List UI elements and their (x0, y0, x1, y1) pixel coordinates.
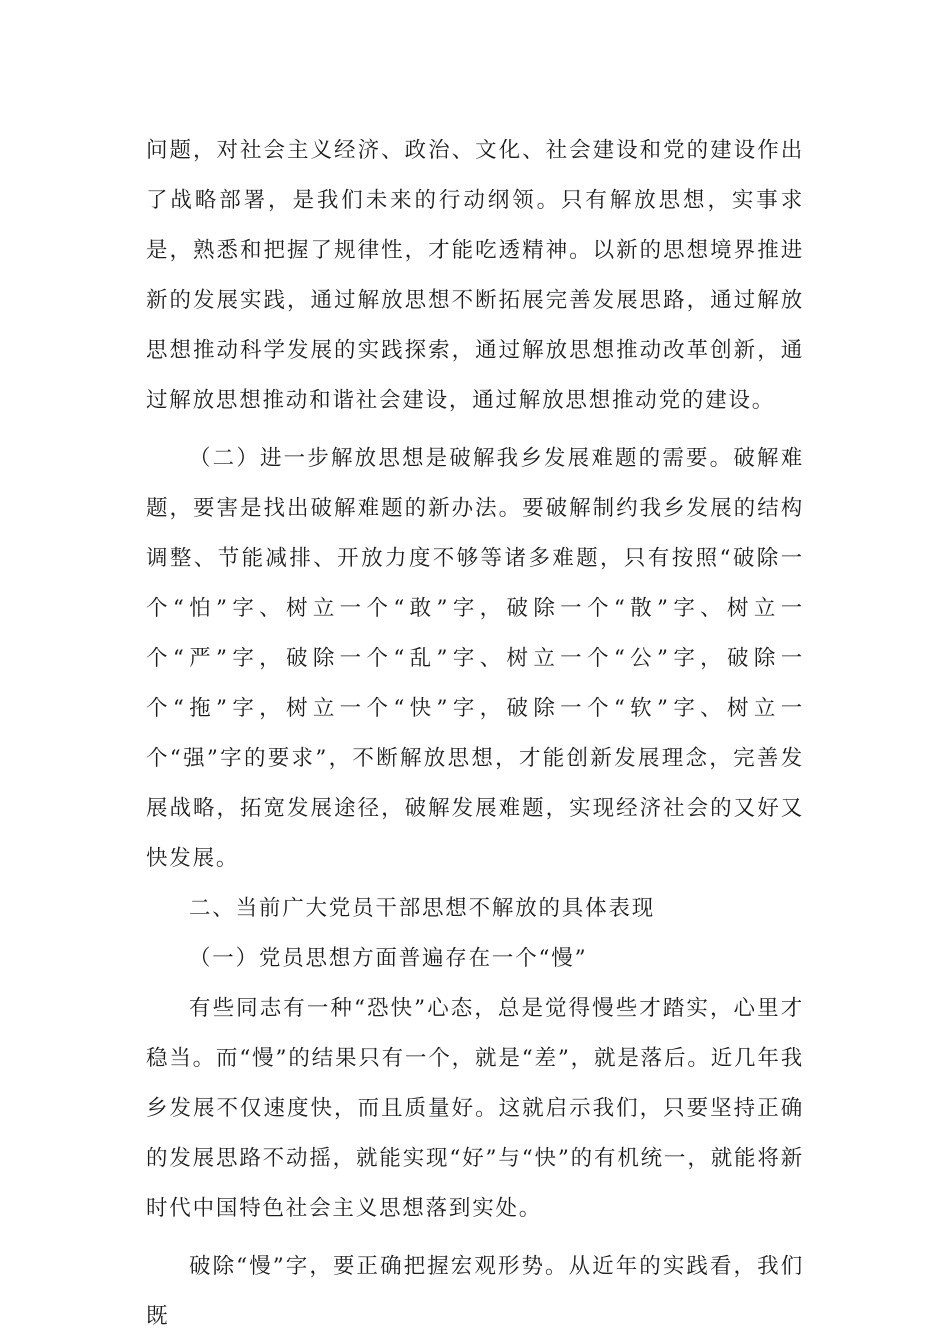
section-heading: 二、当前广大党员干部思想不解放的具体表现 (189, 896, 656, 921)
paragraph-body: 有些同志有一种“恐快”心态，总是觉得慢些才踏实，心里才稳当。而“慢”的结果只有一个，就是“差”，就是落后。近几年我乡发展不仅速度快，而且质量好。这就启示我们，只要坚持正确的发展思路不动摇，就能实现“好”与“快”的有机统一，就能将新时代中国特色社会主义思想落到实处。 (146, 996, 804, 1221)
paragraph-body-cont: 破除“慢”字，要正确把握宏观形势。从近年的实践看，我们既 (146, 1254, 804, 1329)
paragraph-section-two-item: （二）进一步解放思想是破解我乡发展难题的需要。破解难题，要害是找出破解难题的新办法。要破解制约我乡发展的结构调整、节能减排、开放力度不够等诸多难题，只有按照“破除一个“怕”字、树立一个“敢”字，破除一个“散”字、树立一个“严”字，破除一个“乱”字、树立一个“公”字，破除一个“拖”字，树立一个“快”字，破除一个“软”字、树立一个“强”字的要求”，不断解放思想，才能创新发展理念，完善发展战略，拓宽发展途径，破解发展难题，实现经济社会的又好又快发展。 (146, 446, 804, 871)
paragraph-continuation: 问题，对社会主义经济、政治、文化、社会建设和党的建设作出了战略部署，是我们未来的行动纲领。只有解放思想，实事求是，熟悉和把握了规律性，才能吃透精神。以新的思想境界推进新的发展实践，通过解放思想不断拓展完善发展思路，通过解放思想推动科学发展的实践探索，通过解放思想推动改革创新，通过解放思想推动和谐社会建设，通过解放思想推动党的建设。 (146, 138, 804, 413)
document-body (146, 126, 804, 1342)
subsection-heading: （一）党员思想方面普遍存在一个“慢” (189, 946, 588, 971)
